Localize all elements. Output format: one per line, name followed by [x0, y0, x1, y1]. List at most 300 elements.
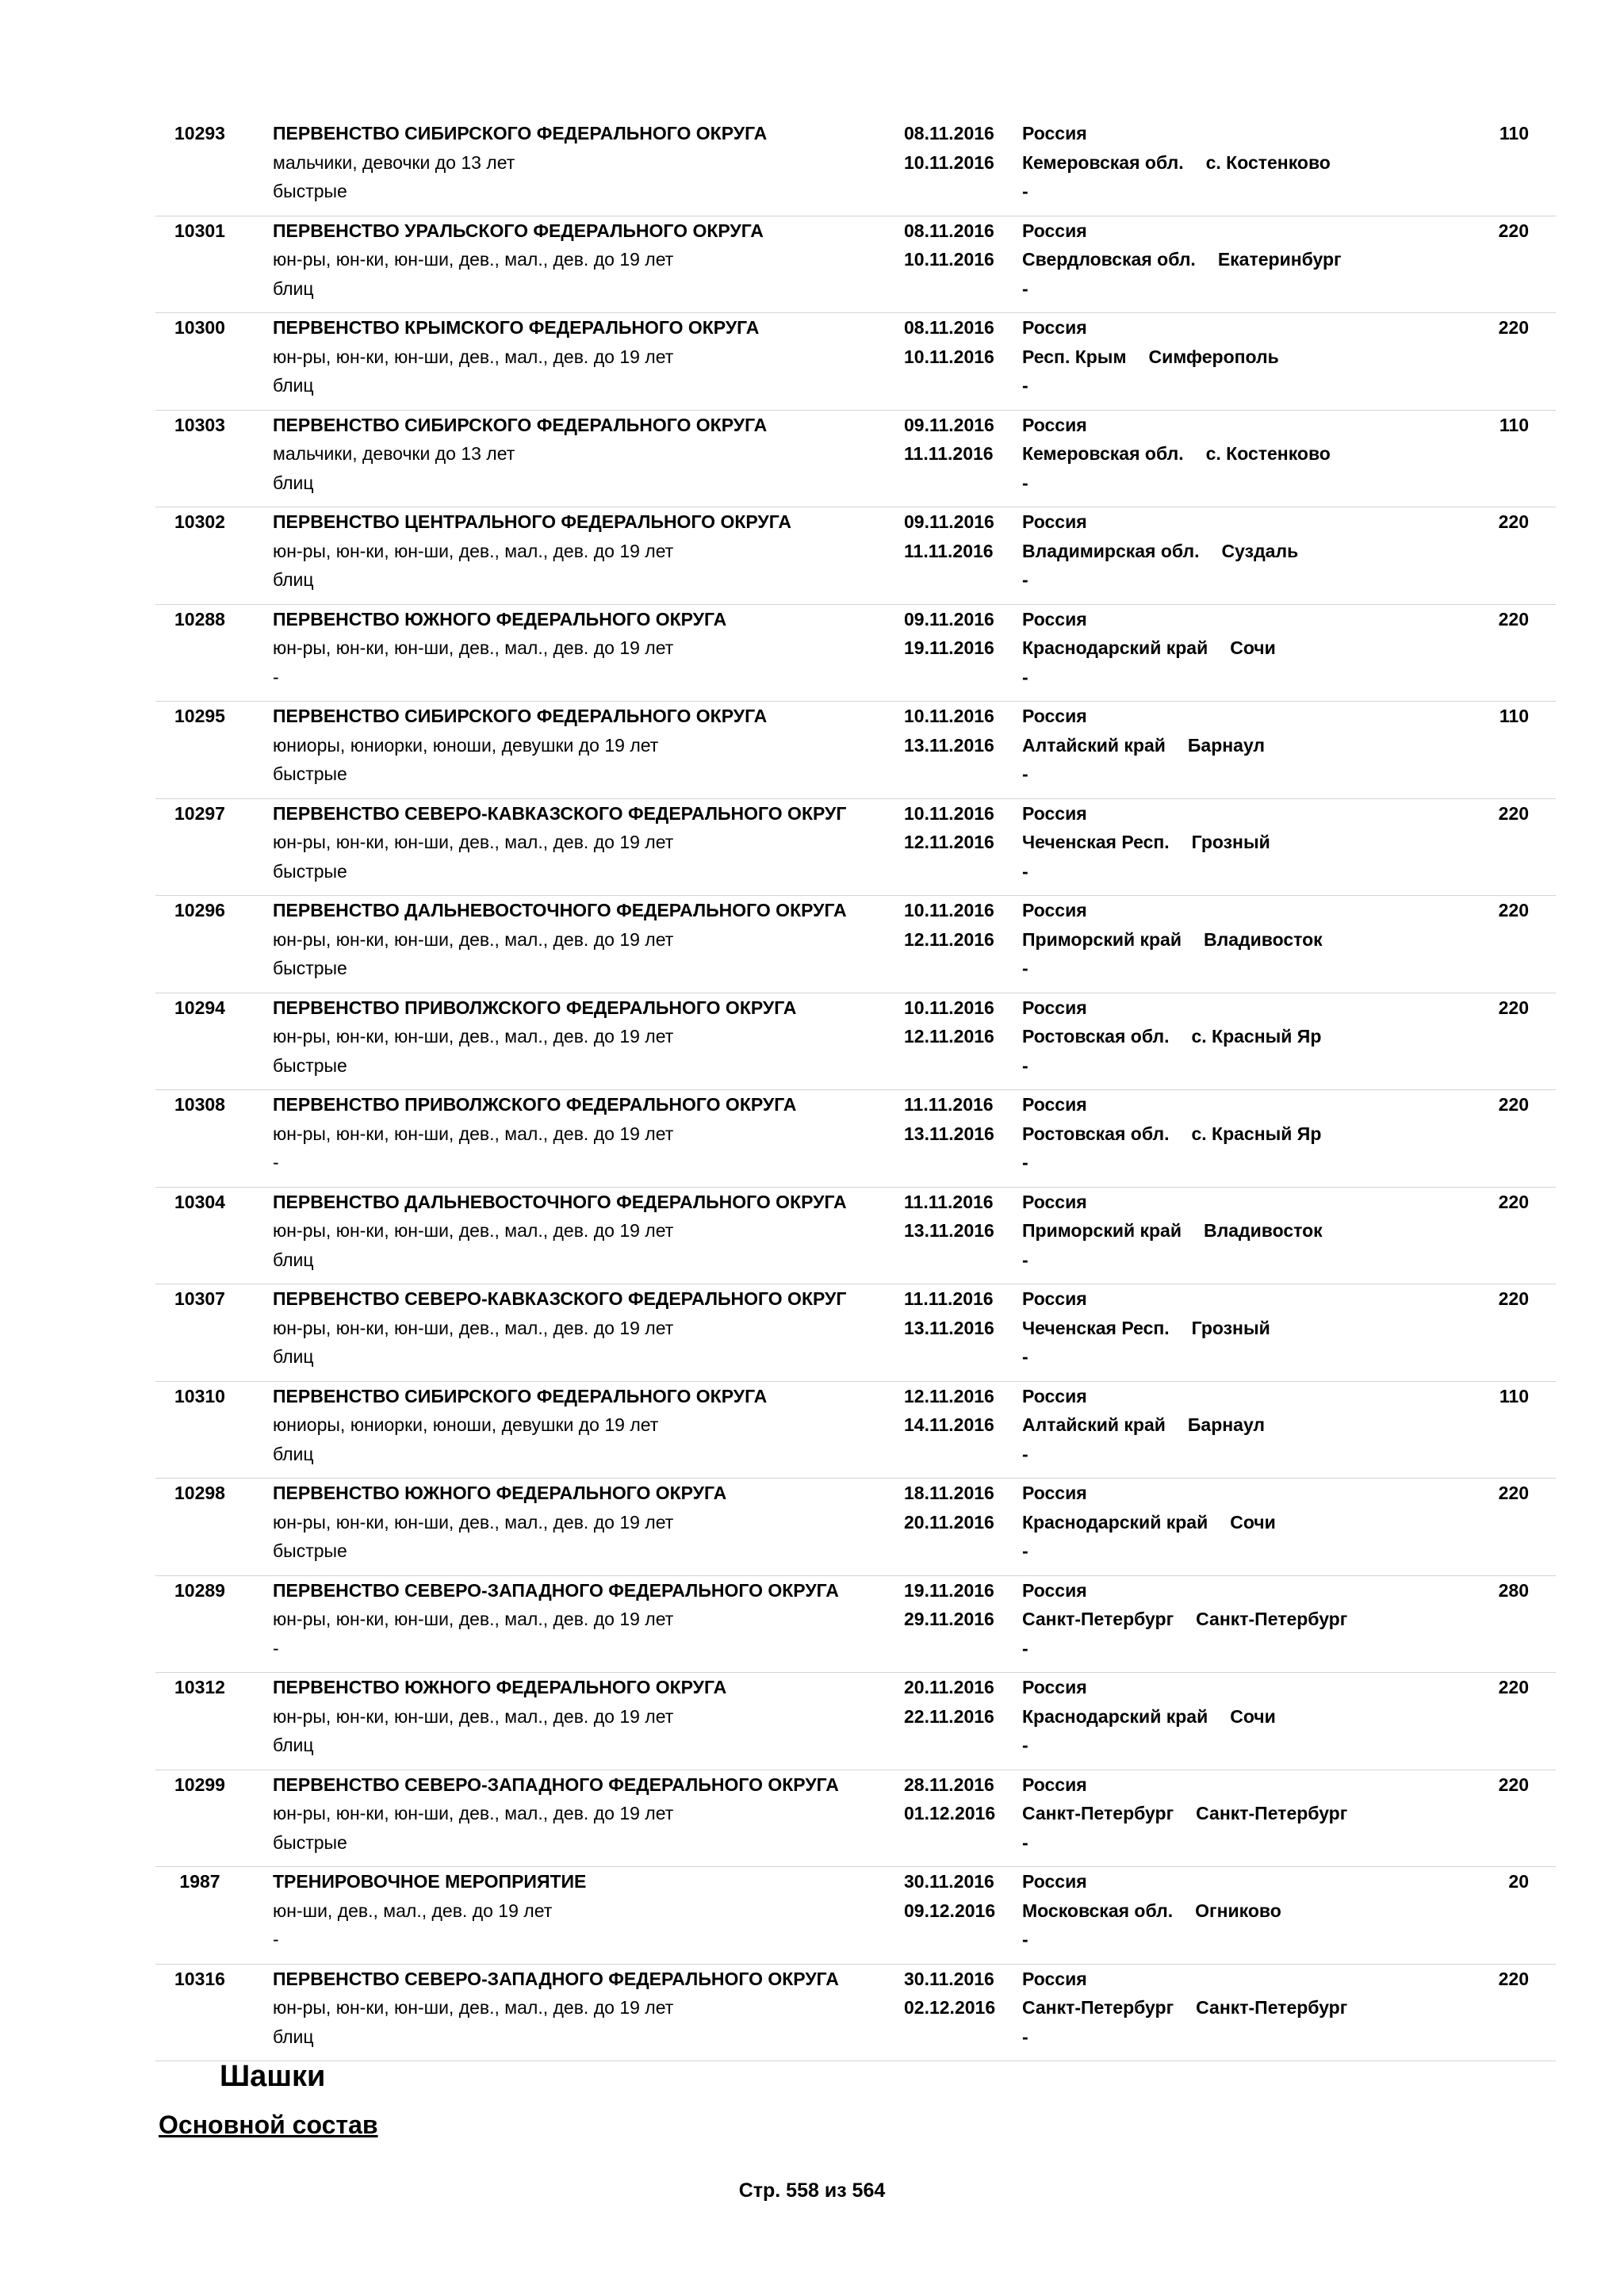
event-id: 10299	[174, 1774, 225, 1795]
event-title: ПЕРВЕНСТВО ДАЛЬНЕВОСТОЧНОГО ФЕДЕРАЛЬНОГО ОКРУГА	[273, 900, 847, 920]
location-extra: -	[1022, 1540, 1028, 1561]
participant-count: 110	[1499, 414, 1529, 435]
event-format: быстрые	[273, 958, 347, 978]
event-participants: юн-ры, юн-ки, юн-ши, дев., мал., дев. до 19 лет	[273, 1609, 674, 1629]
date-start: 09.11.2016	[904, 511, 994, 532]
table-row	[155, 507, 1556, 605]
event-dates	[904, 1965, 995, 2022]
location-city: с. Красный Яр	[1191, 1123, 1322, 1144]
event-description	[273, 1673, 726, 1760]
date-start: 11.11.2016	[904, 1191, 994, 1212]
location-city: Владивосток	[1204, 1220, 1323, 1241]
event-format: блиц	[273, 1249, 314, 1270]
location-region-city	[1022, 633, 1276, 663]
event-dates	[904, 605, 994, 663]
participant-count: 220	[1498, 317, 1529, 338]
event-participants: юн-ры, юн-ки, юн-ши, дев., мал., дев. до 19 лет	[273, 1123, 674, 1144]
event-location	[1022, 216, 1342, 304]
event-title: ПЕРВЕНСТВО СЕВЕРО-ЗАПАДНОГО ФЕДЕРАЛЬНОГО ОКРУГА	[273, 1579, 839, 1601]
event-format: -	[273, 1152, 279, 1173]
event-participants: юн-ры, юн-ки, юн-ши, дев., мал., дев. до 19 лет	[273, 637, 674, 658]
location-region: Владимирская обл.	[1022, 540, 1200, 561]
event-id: 10289	[174, 1579, 225, 1601]
event-id: 10316	[174, 1968, 225, 1989]
event-location	[1022, 896, 1323, 983]
location-city: Грозный	[1191, 832, 1270, 852]
event-id: 1987	[179, 1871, 220, 1892]
date-start: 11.11.2016	[904, 1094, 994, 1115]
date-end: 12.11.2016	[904, 832, 994, 852]
location-region: Чеченская Респ.	[1022, 832, 1170, 852]
event-title: ПЕРВЕНСТВО ЮЖНОГО ФЕДЕРАЛЬНОГО ОКРУГА	[273, 1677, 727, 1697]
event-location	[1022, 313, 1279, 400]
event-participants: мальчики, девочки до 13 лет	[273, 151, 515, 173]
location-region-city	[1022, 537, 1298, 566]
event-format: -	[273, 1929, 279, 1950]
event-participants: юн-ры, юн-ки, юн-ши, дев., мал., дев. до 19 лет	[273, 540, 674, 561]
location-country: Россия	[1022, 1774, 1087, 1795]
event-description	[273, 1770, 839, 1858]
event-dates	[904, 411, 994, 469]
date-start: 12.11.2016	[904, 1385, 994, 1406]
location-extra: -	[1022, 1249, 1028, 1270]
date-end: 11.11.2016	[904, 540, 994, 561]
date-end: 20.11.2016	[904, 1511, 994, 1533]
location-city: Барнаул	[1187, 734, 1266, 756]
date-end: 02.12.2016	[904, 1997, 996, 2018]
location-region-city	[1022, 1022, 1321, 1051]
event-description	[273, 896, 847, 983]
location-region-city	[1022, 1702, 1276, 1732]
event-location	[1022, 507, 1298, 595]
location-extra: -	[1022, 277, 1028, 299]
event-id: 10303	[174, 414, 225, 435]
events-table	[155, 119, 1556, 2061]
date-end: 11.11.2016	[904, 443, 994, 464]
date-start: 28.11.2016	[904, 1774, 994, 1795]
event-title: ПЕРВЕНСТВО ЮЖНОГО ФЕДЕРАЛЬНОГО ОКРУГА	[273, 1483, 727, 1503]
table-row	[155, 1576, 1556, 1674]
event-description	[273, 1382, 767, 1469]
event-description	[273, 605, 726, 692]
date-end: 29.11.2016	[904, 1609, 994, 1629]
location-city: Санкт-Петербург	[1196, 1803, 1348, 1823]
location-region: Ростовская обл.	[1022, 1026, 1170, 1047]
location-country: Россия	[1022, 317, 1087, 338]
location-city: с. Костенково	[1205, 151, 1331, 173]
participant-count: 20	[1508, 1871, 1529, 1892]
location-city: Грозный	[1191, 1317, 1270, 1338]
location-country: Россия	[1022, 1579, 1087, 1601]
location-extra: -	[1022, 2026, 1028, 2047]
event-title: ПЕРВЕНСТВО ЦЕНТРАЛЬНОГО ФЕДЕРАЛЬНОГО ОКРУГА	[273, 511, 791, 532]
location-city: Санкт-Петербург	[1196, 1609, 1348, 1629]
location-region: Краснодарский край	[1022, 1705, 1208, 1727]
location-region: Кемеровская обл.	[1022, 151, 1184, 173]
event-description	[273, 1965, 839, 2052]
event-description	[273, 702, 767, 789]
location-country: Россия	[1022, 1094, 1087, 1115]
event-format: блиц	[273, 569, 314, 590]
location-country: Россия	[1022, 123, 1087, 144]
event-participants: юн-ры, юн-ки, юн-ши, дев., мал., дев. до 19 лет	[273, 1026, 674, 1047]
event-participants: юн-ры, юн-ки, юн-ши, дев., мал., дев. до 19 лет	[273, 1511, 674, 1533]
location-region: Свердловская обл.	[1022, 249, 1196, 270]
location-region-city	[1022, 1993, 1347, 2022]
event-title: ПЕРВЕНСТВО ПРИВОЛЖСКОГО ФЕДЕРАЛЬНОГО ОКРУГА	[273, 1094, 797, 1115]
table-row	[155, 1479, 1556, 1576]
event-location	[1022, 1090, 1321, 1177]
date-end: 13.11.2016	[904, 1220, 994, 1241]
location-city: Суздаль	[1221, 540, 1299, 561]
location-country: Россия	[1022, 414, 1087, 435]
location-region: Санкт-Петербург	[1022, 1803, 1174, 1823]
participant-count: 220	[1498, 1094, 1529, 1115]
date-end: 13.11.2016	[904, 734, 994, 756]
participant-count: 220	[1498, 802, 1529, 824]
event-format: -	[273, 666, 279, 687]
participant-count: 220	[1498, 900, 1529, 920]
table-row	[155, 1673, 1556, 1770]
event-format: блиц	[273, 1346, 314, 1367]
location-region: Кемеровская обл.	[1022, 443, 1184, 464]
event-location	[1022, 1284, 1270, 1372]
location-city: Сочи	[1230, 1705, 1276, 1727]
date-start: 10.11.2016	[904, 997, 994, 1018]
location-country: Россия	[1022, 1871, 1087, 1892]
location-extra: -	[1022, 375, 1028, 396]
location-extra: -	[1022, 860, 1028, 882]
date-end: 13.11.2016	[904, 1123, 994, 1144]
date-end: 12.11.2016	[904, 1026, 994, 1047]
event-dates	[904, 896, 994, 954]
table-row	[155, 1284, 1556, 1382]
location-extra: -	[1022, 472, 1028, 493]
location-country: Россия	[1022, 1288, 1087, 1309]
table-row	[155, 119, 1556, 216]
date-start: 20.11.2016	[904, 1677, 994, 1697]
participant-count: 220	[1498, 997, 1529, 1018]
event-participants: юн-ры, юн-ки, юн-ши, дев., мал., дев. до 19 лет	[273, 832, 674, 852]
location-region-city	[1022, 1119, 1321, 1149]
event-participants: юниоры, юниорки, юноши, девушки до 19 лет	[273, 734, 659, 756]
event-participants: юн-ры, юн-ки, юн-ши, дев., мал., дев. до 19 лет	[273, 1803, 674, 1823]
event-participants: юниоры, юниорки, юноши, девушки до 19 лет	[273, 1414, 659, 1435]
date-start: 10.11.2016	[904, 802, 994, 824]
event-title: ПЕРВЕНСТВО СИБИРСКОГО ФЕДЕРАЛЬНОГО ОКРУГА	[273, 1385, 768, 1406]
event-format: блиц	[273, 375, 314, 396]
event-dates	[904, 1479, 994, 1536]
event-title: ПЕРВЕНСТВО СЕВЕРО-ЗАПАДНОГО ФЕДЕРАЛЬНОГО ОКРУГА	[273, 1774, 839, 1795]
participant-count: 220	[1498, 1483, 1529, 1503]
event-id: 10304	[174, 1191, 225, 1212]
location-region: Ростовская обл.	[1022, 1123, 1170, 1144]
location-region-city	[1022, 342, 1279, 372]
event-participants: юн-ры, юн-ки, юн-ши, дев., мал., дев. до 19 лет	[273, 928, 674, 950]
location-extra: -	[1022, 1054, 1028, 1076]
event-description	[273, 216, 764, 304]
location-region: Респ. Крым	[1022, 346, 1127, 367]
event-location	[1022, 1770, 1347, 1858]
location-region-city	[1022, 925, 1323, 955]
location-region-city	[1022, 1799, 1347, 1828]
location-region: Приморский край	[1022, 928, 1182, 950]
date-start: 30.11.2016	[904, 1968, 994, 1989]
date-start: 08.11.2016	[904, 317, 994, 338]
location-city: Владивосток	[1204, 928, 1323, 950]
event-dates	[904, 1576, 994, 1634]
location-extra: -	[1022, 1735, 1028, 1755]
participant-count: 110	[1499, 123, 1529, 144]
location-country: Россия	[1022, 220, 1087, 241]
location-city: Сочи	[1230, 1511, 1276, 1533]
location-extra: -	[1022, 1346, 1028, 1367]
date-start: 18.11.2016	[904, 1483, 994, 1503]
location-region-city	[1022, 439, 1331, 469]
location-country: Россия	[1022, 1191, 1087, 1212]
date-start: 19.11.2016	[904, 1579, 994, 1601]
event-location	[1022, 1479, 1276, 1566]
location-region: Краснодарский край	[1022, 1511, 1208, 1533]
location-region-city	[1022, 1314, 1270, 1343]
event-location	[1022, 119, 1331, 206]
date-end: 10.11.2016	[904, 346, 994, 367]
event-description	[273, 993, 796, 1081]
location-extra: -	[1022, 763, 1028, 784]
table-row	[155, 411, 1556, 508]
location-city: с. Красный Яр	[1191, 1026, 1322, 1047]
event-dates	[904, 799, 994, 857]
event-description	[273, 1284, 846, 1372]
participant-count: 220	[1498, 1288, 1529, 1309]
date-end: 12.11.2016	[904, 928, 994, 950]
participant-count: 220	[1498, 1191, 1529, 1212]
event-format: -	[273, 1637, 279, 1659]
date-start: 10.11.2016	[904, 706, 994, 726]
event-format: блиц	[273, 1735, 314, 1755]
event-format: быстрые	[273, 1054, 347, 1076]
event-participants: юн-ры, юн-ки, юн-ши, дев., мал., дев. до 19 лет	[273, 1317, 674, 1338]
event-location	[1022, 1188, 1323, 1275]
event-format: блиц	[273, 2026, 314, 2047]
location-extra: -	[1022, 181, 1028, 201]
event-description	[273, 1090, 796, 1177]
location-region: Алтайский край	[1022, 1414, 1166, 1435]
event-dates	[904, 216, 994, 274]
event-dates	[904, 119, 994, 177]
event-dates	[904, 1284, 994, 1342]
location-country: Россия	[1022, 1483, 1087, 1503]
event-participants: юн-ры, юн-ки, юн-ши, дев., мал., дев. до 19 лет	[273, 1220, 674, 1241]
event-title: ПЕРВЕНСТВО УРАЛЬСКОГО ФЕДЕРАЛЬНОГО ОКРУГА	[273, 220, 764, 241]
date-end: 22.11.2016	[904, 1705, 994, 1727]
date-end: 01.12.2016	[904, 1803, 996, 1823]
event-description	[273, 313, 759, 400]
event-id: 10295	[174, 706, 225, 726]
table-row	[155, 313, 1556, 411]
event-description	[273, 411, 767, 498]
event-location	[1022, 605, 1276, 692]
date-start: 10.11.2016	[904, 900, 994, 920]
location-region-city	[1022, 1216, 1323, 1246]
location-country: Россия	[1022, 997, 1087, 1018]
event-location	[1022, 993, 1321, 1081]
location-region-city	[1022, 1605, 1347, 1634]
date-end: 10.11.2016	[904, 151, 994, 173]
location-extra: -	[1022, 1929, 1028, 1950]
event-format: блиц	[273, 472, 314, 493]
participant-count: 110	[1499, 706, 1529, 726]
date-start: 08.11.2016	[904, 220, 994, 241]
location-city: с. Костенково	[1205, 443, 1331, 464]
event-id: 10307	[174, 1288, 225, 1309]
table-row	[155, 1867, 1556, 1965]
event-id: 10302	[174, 511, 225, 532]
event-id: 10312	[174, 1677, 225, 1697]
location-region: Чеченская Респ.	[1022, 1317, 1170, 1338]
event-location	[1022, 1673, 1276, 1760]
event-location	[1022, 1867, 1281, 1954]
location-extra: -	[1022, 1831, 1028, 1853]
event-id: 10293	[174, 123, 225, 144]
event-dates	[904, 1867, 995, 1925]
location-country: Россия	[1022, 511, 1087, 532]
event-id: 10300	[174, 317, 225, 338]
location-city: Симферополь	[1148, 346, 1279, 367]
location-city: Огниково	[1195, 1900, 1281, 1921]
event-id: 10298	[174, 1483, 225, 1503]
location-country: Россия	[1022, 608, 1087, 629]
location-region: Алтайский край	[1022, 734, 1166, 756]
location-region-city	[1022, 1508, 1276, 1537]
location-extra: -	[1022, 1152, 1028, 1173]
event-description	[273, 1479, 726, 1566]
date-start: 09.11.2016	[904, 608, 994, 629]
subsection-title: Основной состав	[159, 2110, 378, 2139]
location-extra: -	[1022, 1637, 1028, 1659]
date-end: 19.11.2016	[904, 637, 994, 658]
event-description	[273, 1188, 847, 1275]
table-row	[155, 702, 1556, 799]
participant-count: 220	[1498, 1677, 1529, 1697]
event-location	[1022, 1576, 1347, 1663]
location-region-city	[1022, 828, 1270, 857]
event-id: 10297	[174, 802, 225, 824]
location-city: Сочи	[1230, 637, 1276, 658]
table-row	[155, 799, 1556, 897]
event-description	[273, 1867, 586, 1954]
event-description	[273, 799, 846, 886]
location-country: Россия	[1022, 1968, 1087, 1989]
location-region-city	[1022, 245, 1342, 274]
participant-count: 280	[1498, 1579, 1529, 1601]
event-description	[273, 1576, 839, 1663]
location-country: Россия	[1022, 1677, 1087, 1697]
event-location	[1022, 1965, 1347, 2052]
date-start: 08.11.2016	[904, 123, 994, 144]
event-id: 10296	[174, 900, 225, 920]
table-row	[155, 1965, 1556, 2062]
event-dates	[904, 1382, 994, 1440]
section-title: Шашки	[220, 2060, 326, 2093]
date-end: 13.11.2016	[904, 1317, 994, 1338]
event-dates	[904, 702, 994, 760]
event-format: быстрые	[273, 181, 347, 201]
event-title: ПЕРВЕНСТВО ПРИВОЛЖСКОГО ФЕДЕРАЛЬНОГО ОКРУГА	[273, 997, 797, 1018]
event-title: ПЕРВЕНСТВО ЮЖНОГО ФЕДЕРАЛЬНОГО ОКРУГА	[273, 608, 727, 629]
event-description	[273, 507, 791, 595]
event-description	[273, 119, 767, 206]
participant-count: 220	[1498, 608, 1529, 629]
event-title: ПЕРВЕНСТВО СЕВЕРО-ЗАПАДНОГО ФЕДЕРАЛЬНОГО ОКРУГА	[273, 1968, 839, 1989]
event-title: ПЕРВЕНСТВО ДАЛЬНЕВОСТОЧНОГО ФЕДЕРАЛЬНОГО ОКРУГА	[273, 1191, 847, 1212]
table-row	[155, 216, 1556, 314]
location-city: Екатеринбург	[1217, 249, 1342, 270]
event-title: ПЕРВЕНСТВО КРЫМСКОГО ФЕДЕРАЛЬНОГО ОКРУГА	[273, 317, 760, 338]
event-id: 10288	[174, 608, 225, 629]
event-format: быстрые	[273, 1540, 347, 1561]
event-id: 10310	[174, 1385, 225, 1406]
event-participants: юн-ры, юн-ки, юн-ши, дев., мал., дев. до 19 лет	[273, 346, 674, 367]
event-id: 10308	[174, 1094, 225, 1115]
event-participants: юн-ры, юн-ки, юн-ши, дев., мал., дев. до 19 лет	[273, 1997, 674, 2018]
participant-count: 220	[1498, 511, 1529, 532]
date-start: 11.11.2016	[904, 1288, 994, 1309]
event-format: блиц	[273, 277, 314, 299]
date-start: 09.11.2016	[904, 414, 994, 435]
event-title: ТРЕНИРОВОЧНОЕ МЕРОПРИЯТИЕ	[273, 1871, 587, 1892]
date-start: 30.11.2016	[904, 1871, 994, 1892]
location-extra: -	[1022, 958, 1028, 978]
event-title: ПЕРВЕНСТВО СИБИРСКОГО ФЕДЕРАЛЬНОГО ОКРУГА	[273, 414, 768, 435]
event-dates	[904, 1188, 994, 1246]
event-location	[1022, 1382, 1265, 1469]
participant-count: 220	[1498, 1774, 1529, 1795]
event-dates	[904, 313, 994, 371]
location-country: Россия	[1022, 900, 1087, 920]
event-location	[1022, 411, 1331, 498]
location-region: Приморский край	[1022, 1220, 1182, 1241]
event-format: быстрые	[273, 763, 347, 784]
location-country: Россия	[1022, 1385, 1087, 1406]
event-location	[1022, 702, 1265, 789]
location-region: Краснодарский край	[1022, 637, 1208, 658]
table-row	[155, 605, 1556, 702]
event-title: ПЕРВЕНСТВО СИБИРСКОГО ФЕДЕРАЛЬНОГО ОКРУГА	[273, 123, 768, 144]
date-end: 09.12.2016	[904, 1900, 996, 1921]
event-title: ПЕРВЕНСТВО СЕВЕРО-КАВКАЗСКОГО ФЕДЕРАЛЬНОГО ОКРУГ	[273, 1288, 847, 1309]
event-participants: мальчики, девочки до 13 лет	[273, 443, 515, 464]
location-country: Россия	[1022, 706, 1087, 726]
location-extra: -	[1022, 569, 1028, 590]
location-country: Россия	[1022, 802, 1087, 824]
event-dates	[904, 1090, 994, 1148]
location-region: Санкт-Петербург	[1022, 1997, 1174, 2018]
location-region-city	[1022, 731, 1265, 760]
location-region-city	[1022, 1896, 1281, 1926]
location-city: Барнаул	[1187, 1414, 1266, 1435]
table-row	[155, 896, 1556, 993]
location-region: Московская обл.	[1022, 1900, 1174, 1921]
date-end: 10.11.2016	[904, 249, 994, 270]
participant-count: 220	[1498, 1968, 1529, 1989]
event-participants: юн-ры, юн-ки, юн-ши, дев., мал., дев. до 19 лет	[273, 1705, 674, 1727]
event-dates	[904, 507, 994, 565]
event-format: быстрые	[273, 1831, 347, 1853]
event-format: блиц	[273, 1443, 314, 1464]
table-row	[155, 1770, 1556, 1868]
event-format: быстрые	[273, 860, 347, 882]
